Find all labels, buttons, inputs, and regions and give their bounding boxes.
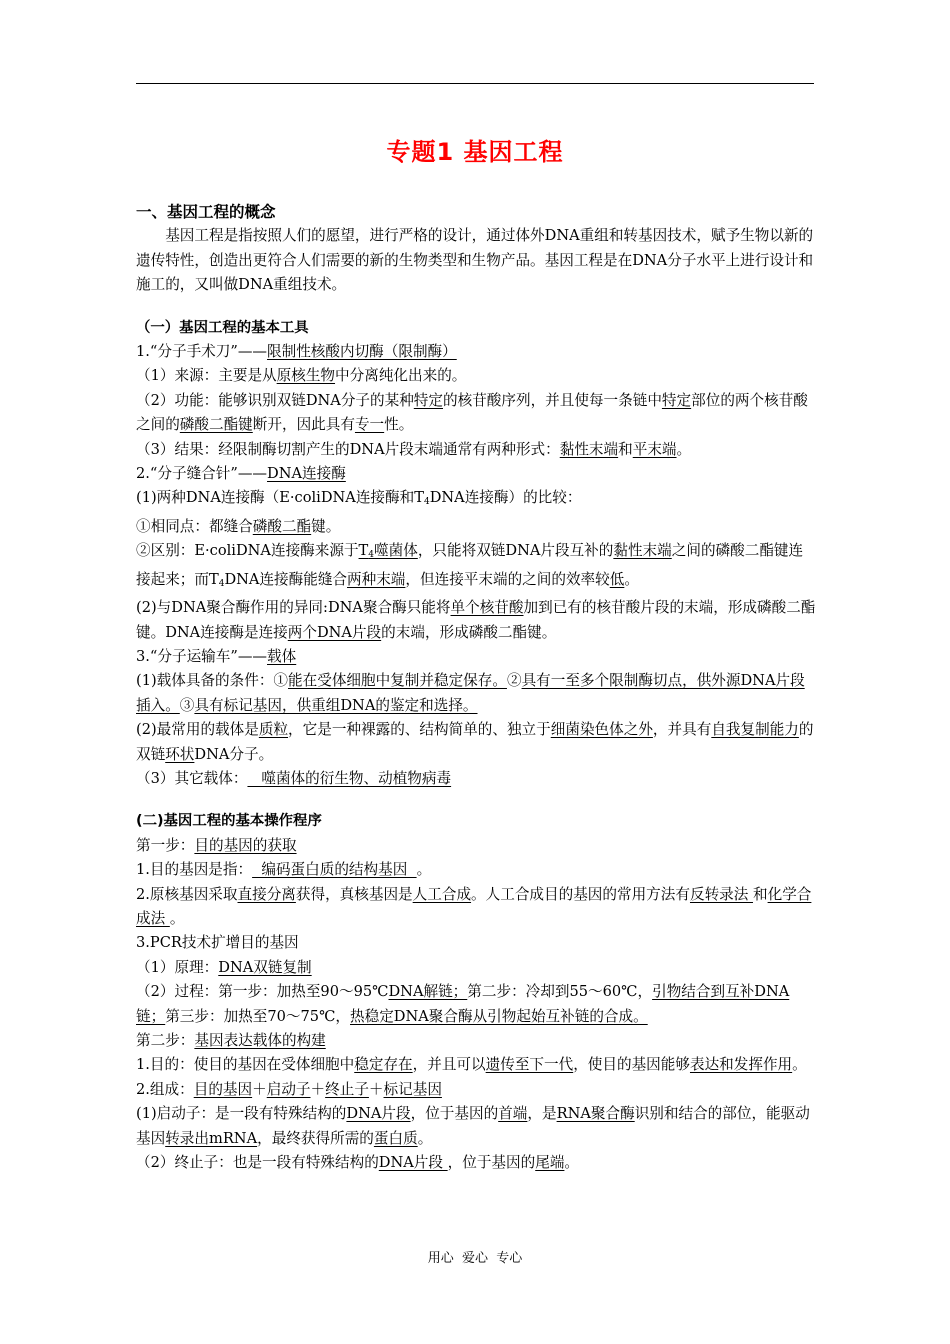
- line-difference: ②区别：E·coliDNA连接酶来源于$T_4$噬菌体，只能将双链DNA片段互补的黏性末端之间的磷酸二酯键连接起来；而$T_4DNA$连接酶能缝合两种末端，但连接平末端的之间的效率较低。: [136, 542, 804, 589]
- section-heading-concept: 一、基因工程的概念: [136, 203, 276, 221]
- line-terminator: （2）终止子：也是一段有特殊结构的DNA片段 ，位于基因的尾端。: [136, 1154, 580, 1172]
- document-body: [136, 200, 816, 1175]
- page-footer: 用心 爱心 专心: [427, 1251, 523, 1266]
- line-vector-conditions: (1)载体具备的条件：①能在受体细胞中复制并稳定保存。②具有一至多个限制酶切点，供外源DNA片段插入。③具有标记基因，供重组DNA的鉴定和选择。: [136, 672, 805, 714]
- line-other-vectors: （3）其它载体： 噬菌体的衍生物、动植物病毒: [136, 769, 452, 787]
- line-scissors: 1.“分子手术刀”——限制性核酸内切酶（限制酶）: [136, 343, 457, 361]
- line-ligase-compare: (1)两种DNA连接酶（E·coliDNA连接酶和$T_4DNA$连接酶）的比较：: [136, 489, 582, 508]
- line-gene-acquisition: 2.原核基因采取直接分离获得，真核基因是人工合成。人工合成目的基因的常用方法有反转录法 和化学合成法 。: [136, 885, 812, 927]
- line-step1: 第一步：目的基因的获取: [136, 836, 297, 854]
- line-result: （3）结果：经限制酶切割产生的DNA片段末端通常有两种形式：黏性末端和平末端。: [136, 440, 692, 458]
- line-plasmid: (2)最常用的载体是质粒，它是一种裸露的、结构简单的、独立于细菌染色体之外，并具有自我复制能力的双链环状DNA分子。: [136, 721, 814, 763]
- line-same: ①相同点：都缝合磷酸二酯键。: [136, 517, 341, 535]
- line-promoter: (1)启动子：是一段有特殊结构的DNA片段，位于基因的首端，是RNA聚合酶识别和结合的部位，能驱动基因转录出mRNA，最终获得所需的蛋白质。: [136, 1105, 810, 1147]
- line-polymerase: (2)与DNA聚合酶作用的异同:DNA聚合酶只能将单个核苷酸加到已有的核苷酸片段的末端，形成磷酸二酯键。DNA连接酶是连接两个DNA片段的末端，形成磷酸二酯键。: [136, 599, 816, 641]
- line-target-gene: 1.目的基因是指： 编码蛋白质的结构基因 。: [136, 861, 432, 879]
- paragraph-concept: 基因工程是指按照人们的愿望，进行严格的设计，通过体外DNA重组和转基因技术，赋予生物以新的遗传特性，创造出更符合人们需要的新的生物类型和生物产品。基因工程是在DNA分子水平上进行设计和施工的，又叫做DNA重组技术。: [136, 227, 814, 294]
- line-pcr-principle: （1）原理：DNA双链复制: [136, 958, 312, 976]
- line-composition: 2.组成：目的基因＋启动子＋终止子＋标记基因: [136, 1080, 442, 1098]
- line-pcr-process: （2）过程：第一步：加热至90～95℃DNA解链；第二步：冷却到55～60℃，引物结合到互补DNA链；第三步：加热至70～75℃，热稳定DNA聚合酶从引物起始互补链的合成。: [136, 983, 790, 1025]
- line-pcr: 3.PCR技术扩增目的基因: [136, 934, 299, 952]
- page-title: 专题1 基因工程: [386, 138, 564, 166]
- line-purpose: 1.目的：使目的基因在受体细胞中稳定存在，并且可以遗传至下一代，使目的基因能够表达和发挥作用。: [136, 1056, 807, 1074]
- line-function: （2）功能：能够识别双链DNA分子的某种特定的核苷酸序列，并且使每一条链中特定部位的两个核苷酸之间的磷酸二酯键断开，因此具有专一性。: [136, 391, 808, 434]
- section-heading-procedure: (二)基因工程的基本操作程序: [136, 813, 322, 830]
- line-vector: 3.“分子运输车”——载体: [136, 647, 297, 665]
- line-ligase: 2.“分子缝合针”——DNA连接酶: [136, 465, 346, 483]
- section-heading-tools: （一）基因工程的基本工具: [136, 319, 309, 336]
- line-step2: 第二步：基因表达载体的构建: [136, 1032, 326, 1049]
- line-source: （1）来源：主要是从原核生物中分离纯化出来的。: [136, 367, 467, 385]
- header-rule: [136, 83, 814, 84]
